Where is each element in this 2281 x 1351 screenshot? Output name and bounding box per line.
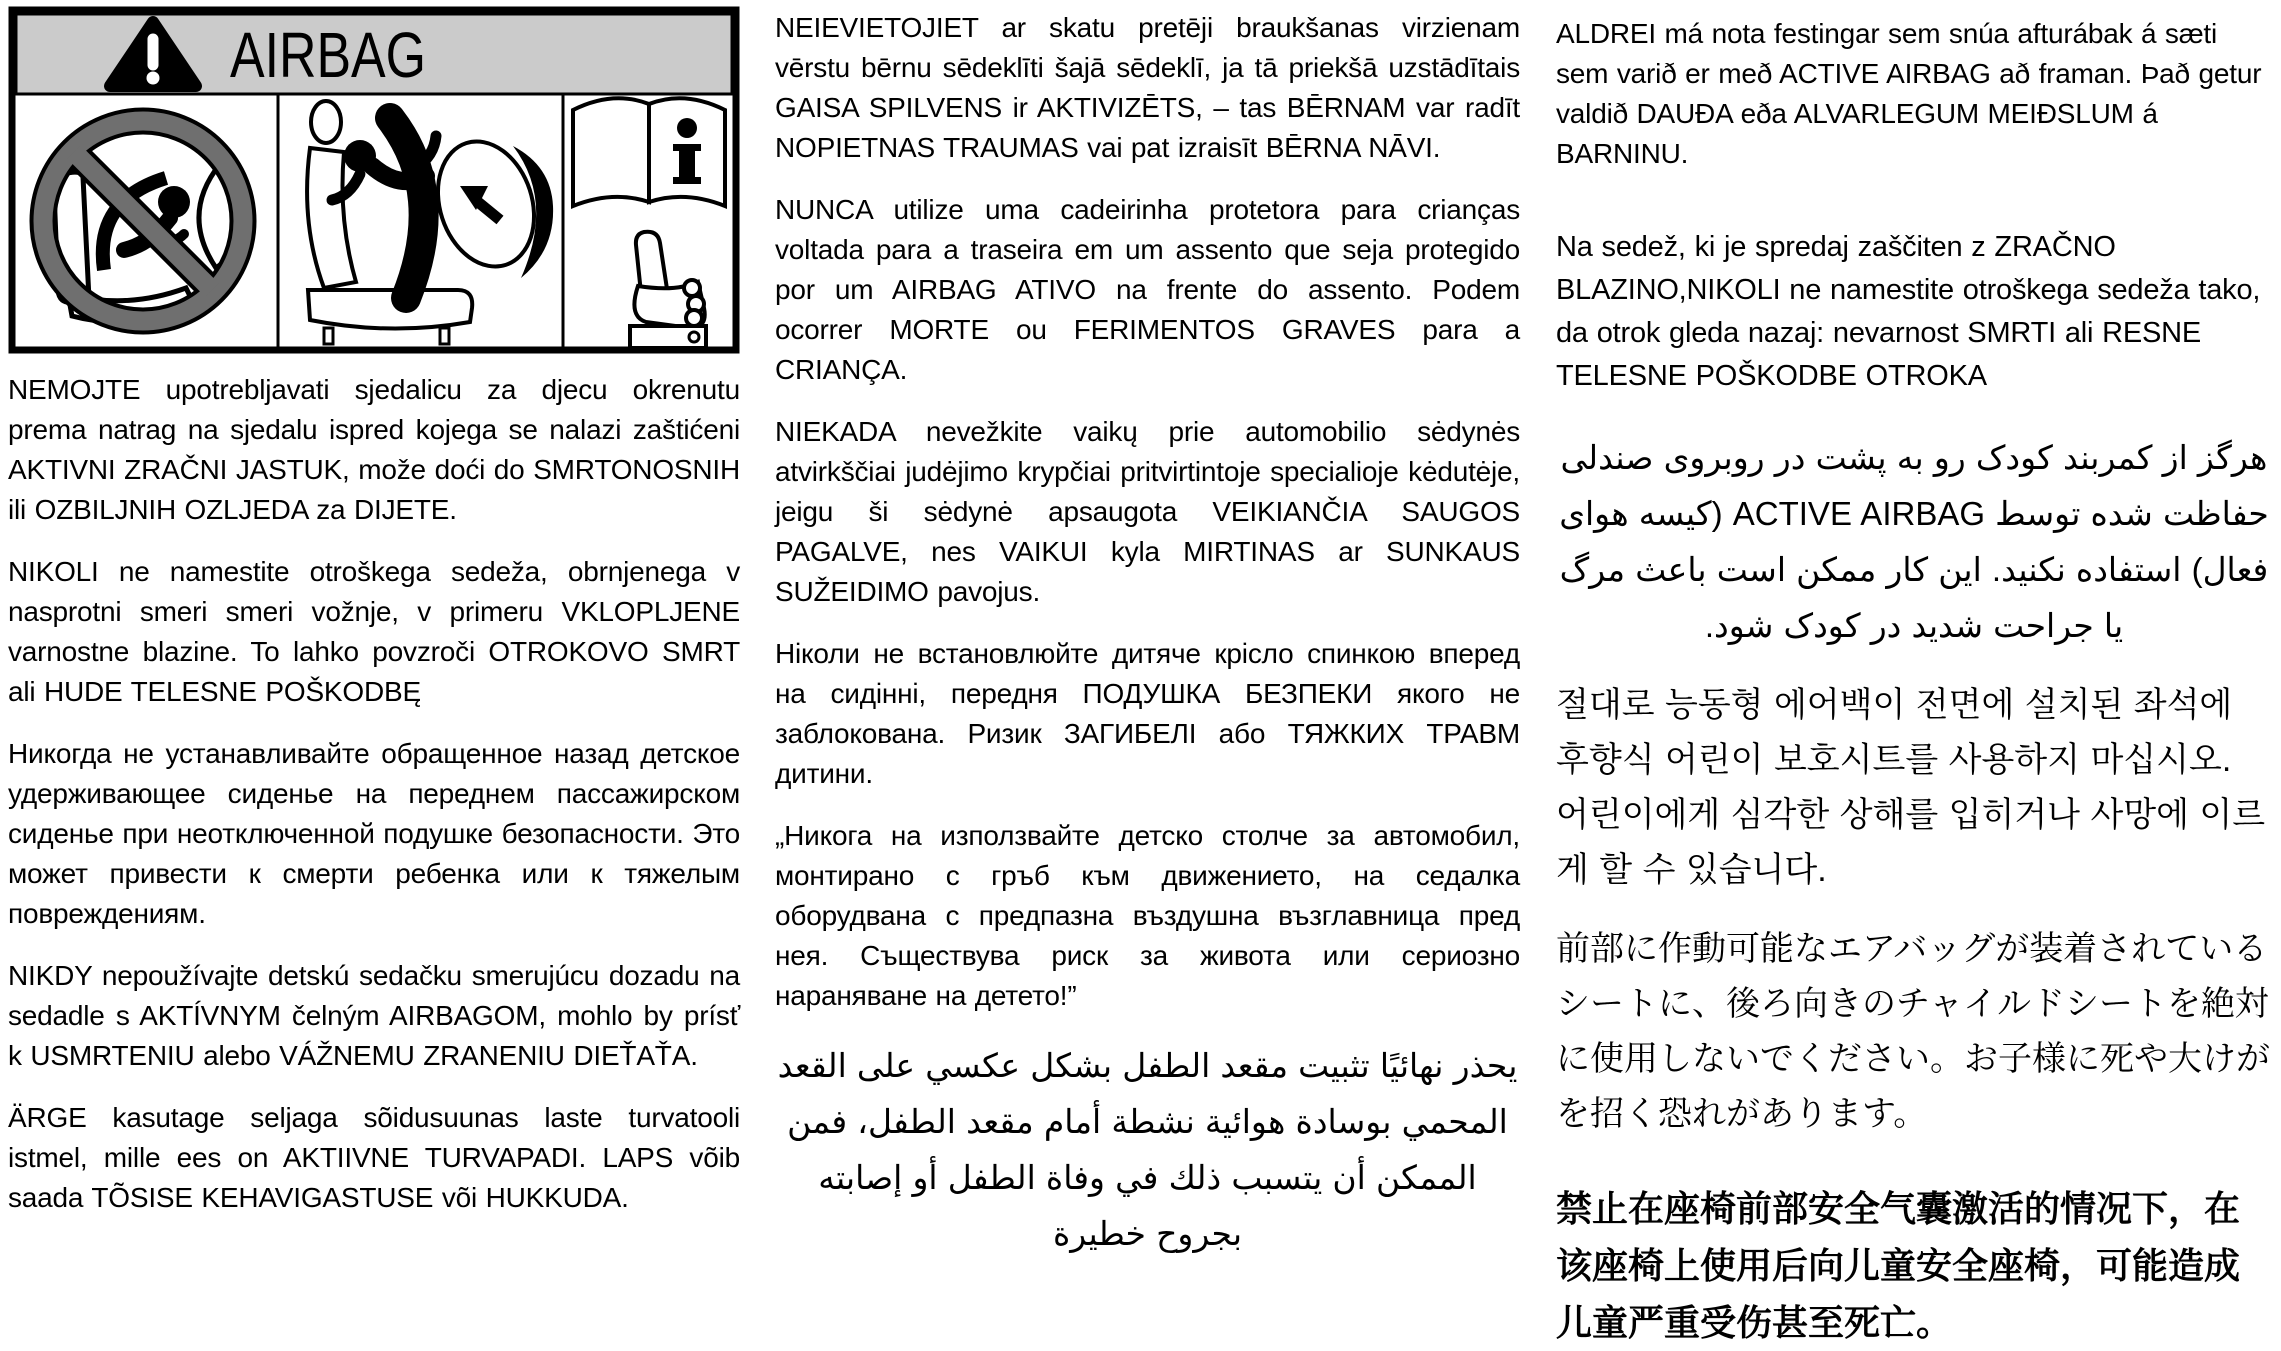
warning-paragraph-arabic: يحذر نهائيًا تثبيت مقعد الطفل بشكل عكسي على القعد المحمي بوسادة هوائية نشطة أمام مقعد الطفل، فمن الممكن أن يتسبب ذلك في وفاة الطفل أو إصابته بجروح خطيرة xyxy=(777,1047,1518,1252)
warning-paragraph-chinese: 禁止在座椅前部安全气囊激活的情况下，在该座椅上使用后向儿童安全座椅，可能造成儿童严重受伤甚至死亡。 xyxy=(1556,1188,2241,1343)
warning-paragraph-icelandic: ALDREI má nota festingar sem snúa afturábak á sæti sem varið er með ACTIVE AIRBAG að framan. Það getur valdið DAUÐA eða ALVARLEGUM MEIÐSLUM á BARNINU. xyxy=(1556,18,2262,169)
warning-paragraph-estonian: ÄRGE kasutage seljaga sõidusuunas laste turvatooli istmel, mille ees on AKTIIVNE TURVAPADI. LAPS võib saada TÕSISE KEHAVIGASTUSE või HUKKUDA. xyxy=(8,1102,740,1213)
left-column xyxy=(8,0,740,1240)
warning-paragraph-korean: 절대로 능동형 에어백이 전면에 설치된 좌석에 후향식 어린이 보호시트를 사용하지 마십시오. 어린이에게 심각한 상해를 입히거나 사망에 이르게 할 수 있습니다. xyxy=(1556,686,2266,889)
middle-column xyxy=(775,0,1520,1284)
warning-paragraph-russian: Никогда не устанавливайте обращенное назад детское удерживающее сиденье на переднем пассажирском сиденье при неотключенной подушке безопасности. Это может привести к смерти ребенка или к тяжелым повреждениям. xyxy=(8,738,740,929)
warning-paragraph-lithuanian: NIEKADA nevežkite vaikų prie automobilio sėdynės atvirkščiai judėjimo krypčiai pritvirtintoje specialioje kėdutėje, jeigu ši sėdynė apsaugota VEIKIANČIA SAUGOS PAGALVE, nes VAIKUI kyla MIRTINAS ar SUNKAUS SUŽEIDIMO pavojus. xyxy=(775,416,1520,607)
warning-paragraph-portuguese: NUNCA utilize uma cadeirinha protetora para crianças voltada para a traseira em um assento que seja protegido por um AIRBAG ATIVO na frente do assento. Podem ocorrer MORTE ou FERIMENTOS GRAVES para a CRIANÇA. xyxy=(775,194,1520,385)
warning-paragraph-latvian: NEIEVIETOJIET ar skatu pretēji braukšanas virzienam vērstu bērnu sēdeklīti šajā sēdeklī, ja tā priekšā uzstādītais GAISA SPILVENS ir AKTIVIZĒTS, – tas BĒRNAM var radīt NOPIETNAS TRAUMAS vai pat izraisīt BĒRNA NĀVI. xyxy=(775,12,1520,163)
warning-paragraph-ukrainian: Ніколи не встановлюйте дитяче крісло спинкою вперед на сидінні, передня ПОДУШКА БЕЗПЕКИ якого не заблокована. Ризик ЗАГИБЕЛІ або ТЯЖКИХ ТРАВМ дитини. xyxy=(775,638,1520,789)
warning-paragraph-japanese: 前部に作動可能なエアバッグが装着されているシートに、後ろ向きのチャイルドシートを絶対に使用しないでください。お子様に死や大けがを招く恐れがあります。 xyxy=(1556,930,2270,1133)
warning-paragraph-bulgarian: „Никога на използвайте детско столче за автомобил, монтирано с гръб към движението, на седалка оборудвана с предпазна въздушна възглавница пред нея. Съществува риск за живота или сериозно нараняване на детето!” xyxy=(775,820,1520,1011)
owners-manual-icon xyxy=(573,98,725,206)
warning-paragraph-slovenian: NIKOLI ne namestite otroškega sedeža, obrnjenega v nasprotni smeri smeri vožnje, v primeru VKLOPLJENE varnostne blazine. To lahko povzroči OTROKOVO SMRT ali HUDE TELESNE POŠKODBĘ xyxy=(8,556,740,707)
right-column xyxy=(1556,0,2272,1351)
warning-paragraph-slovak: NIKDY nepoužívajte detskú sedačku smerujúcu dozadu na sedadle s AKTÍVNYM čelným AIRBAGOM, mohlo by prísť k USMRTENIU alebo VÁŽNEMU ZRANENIU DIEŤAŤA. xyxy=(8,960,740,1071)
warning-paragraph-persian: هرگز از کمربند کودک رو به پشت در روبروی صندلی حفاظت شده توسط ACTIVE AIRBAG (کیسه هوای فعال) استفاده نکنید. این کار ممکن است باعث مرگ یا جراحت شدید در کودک شود. xyxy=(1559,439,2269,644)
airbag-title: AIRBAG xyxy=(230,19,426,91)
airbag-warning-pictogram xyxy=(8,6,740,354)
warning-paragraph-croatian: NEMOJTE upotrebljavati sjedalicu za djecu okrenutu prema natrag na sjedalu ispred kojega se nalazi zaštićeni AKTIVNI ZRAČNI JASTUK, može doći do SMRTONOSNIH ili OZBILJNIH OZLJEDA za DIJETE. xyxy=(8,374,740,525)
warning-paragraph-slovenian-alt: Na sedež, ki je spredaj zaščiten z ZRAČNO BLAZINO,NIKOLI ne namestite otroškega sedeža tako, da otrok gleda nazaj: nevarnost SMRTI ali RESNE TELESNE POŠKODBE OTROKA xyxy=(1556,231,2261,392)
